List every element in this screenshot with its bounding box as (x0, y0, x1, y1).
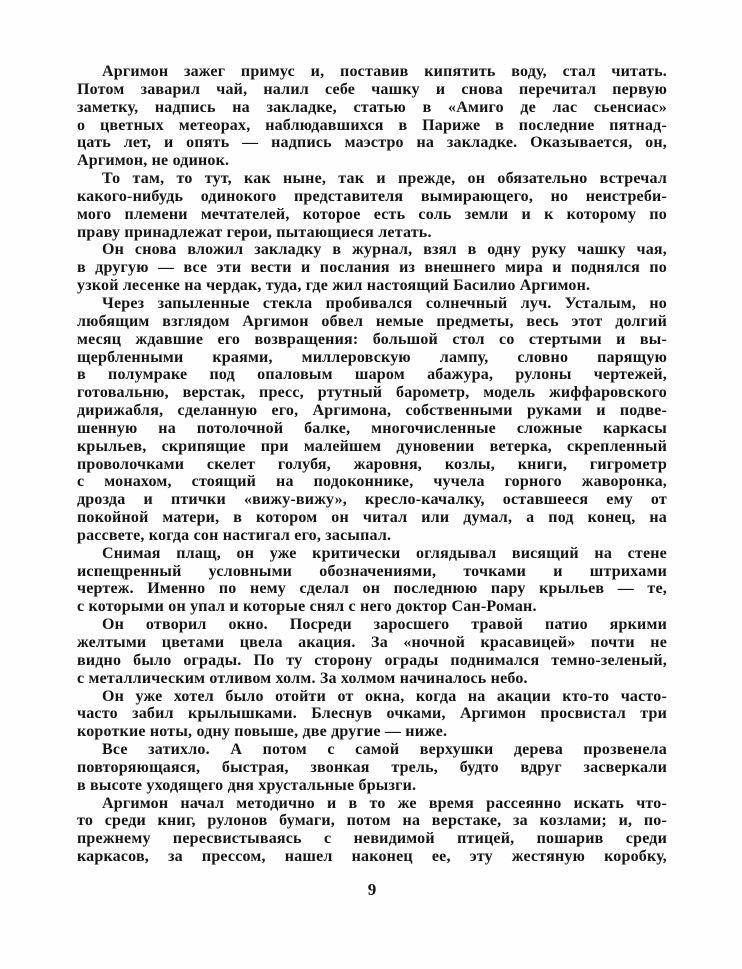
text-line: проволочками скелет голубя, жаровня, козлы, книги, гигрометр (77, 455, 667, 473)
text-line: часто забил крылышками. Блеснув очками, Аргимон просвистал три (77, 705, 667, 723)
paragraph (77, 741, 667, 795)
text-line: Снимая плащ, он уже критически оглядывал висящий на стене (102, 544, 667, 562)
text-line: о цветных метеорах, наблюдавшихся в Париже в последние пятнад- (77, 116, 667, 134)
text-line: в полумраке под опаловым шаром абажура, рулоны чертежей, (77, 366, 667, 384)
text-line: какого-нибудь одинокого представителя вымирающего, но неистреби- (77, 187, 667, 205)
text-line: то среди книг, рулонов бумаги, потом на верстаке, за козлами; и, по- (77, 812, 667, 830)
text-line: любящим взглядом Аргимон обвел немые предметы, весь этот долгий (77, 312, 667, 330)
text-line: крыльев, скрипящие при малейшем дуновении ветерка, скрепленный (77, 437, 667, 455)
text-line: шенную на потолочной балке, многочисленные сложные каркасы (77, 419, 667, 437)
text-line: прежнему пересвистываясь с невидимой птицей, пошарив среди (77, 830, 667, 848)
text-line: короткие ноты, одну повыше, две другие — ниже. (77, 723, 448, 741)
text-line: с металлическим отливом холм. За холмом начиналось небо. (77, 669, 528, 687)
text-line: Он уже хотел было отойти от окна, когда на акации кто-то часто- (102, 687, 667, 705)
paragraph (77, 170, 667, 241)
text-line: Он снова вложил закладку в журнал, взял в одну руку чашку чая, (102, 241, 667, 259)
text-line: желтыми цветами цвела акация. За «ночной красавицей» почти не (77, 634, 667, 651)
text-line: с монахом, стоящий на подоконнике, чучела горного жаворонка, (77, 473, 667, 491)
text-line: видно было ограды. По ту сторону ограды поднимался темно-зеленый, (77, 651, 667, 669)
paragraph (77, 63, 667, 170)
page-number: 9 (367, 880, 377, 899)
text-line: Потом заварил чай, налил себе чашку и снова перечитал первую (77, 80, 667, 98)
text-line: Аргимон зажег примус и, поставив кипятить воду, стал читать. (102, 63, 667, 80)
text-line: щербленными краями, миллеровскую лампу, словно парящую (77, 348, 667, 366)
text-line: каркасов, за прессом, нашел наконец ее, эту жестяную коробку, (77, 848, 667, 866)
paragraph (77, 241, 667, 295)
text-line: в высоте уходящего дня хрустальные брызги. (77, 776, 417, 794)
text-line: дирижабля, сделанную его, Аргимона, собственными руками и подве- (77, 402, 667, 420)
text-line: повторяющаяся, быстрая, звонкая трель, будто вдруг засверкали (77, 758, 667, 776)
text-line: заметку, надпись на закладке, статью в «Амиго де лас сьенсиас» (77, 98, 667, 116)
text-line: рассвете, когда сон настигал его, засыпал. (77, 526, 392, 544)
text-line: дрозда и птички «вижу-вижу», кресло-качалку, оставшееся ему от (77, 491, 667, 509)
text-line: Аргимон начал методично и в то же время рассеянно искать что- (102, 794, 667, 812)
text-line: мого племени мечтателей, которое есть соль земли и к которому по (77, 205, 667, 223)
text-line: в другую — все эти вести и послания из внешнего мира и поднялся по (77, 259, 667, 277)
paragraph (77, 688, 667, 742)
text-line: Все затихло. А потом с самой верхушки дерева прозвенела (102, 741, 667, 759)
text-line: праву принадлежат герои, пытающиеся летать. (77, 223, 432, 241)
text-line: Через запыленные стекла пробивался солнечный луч. Усталым, но (102, 294, 667, 312)
text-line: испещренный условными обозначениями, точками и штрихами (77, 562, 667, 580)
paragraph (77, 795, 667, 866)
text-line: Он отворил окно. Посреди заросшего травой патио яркими (102, 616, 667, 634)
text-block (77, 63, 667, 866)
paragraph (77, 545, 667, 616)
paragraph (77, 295, 667, 545)
text-line: узкой лесенке на чердак, туда, где жил настоящий Басилио Аргимон. (77, 277, 591, 295)
text-line: покойной матери, в котором он читал или думал, а под конец, на (77, 509, 667, 527)
text-line: Аргимон, не одинок. (77, 152, 230, 170)
text-line: цать лет, и опять — надпись маэстро на закладке. Оказывается, он, (77, 134, 667, 152)
text-line: готовальню, верстак, пресс, ртутный барометр, модель жиффаровского (77, 384, 667, 402)
text-line: То там, то тут, как ныне, так и прежде, он обязательно встречал (102, 170, 667, 188)
text-line: с которыми он упал и которые снял с него доктор Сан-Роман. (77, 598, 537, 616)
text-line: месяц ждавшие его возвращения: большой стол со стертыми и вы- (77, 330, 667, 348)
text-line: чертеж. Именно по нему сделал он последнюю пару крыльев — те, (77, 580, 667, 598)
paragraph (77, 616, 667, 687)
